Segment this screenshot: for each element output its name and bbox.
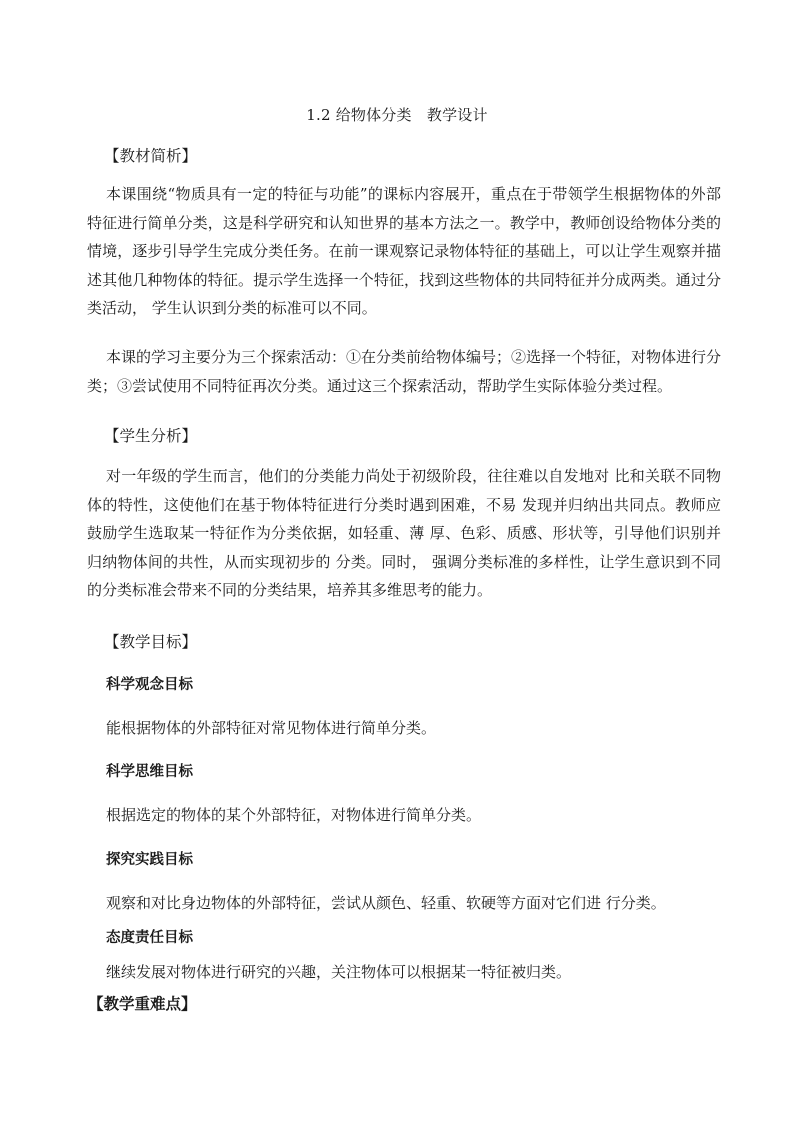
section-heading-textbook-analysis: 【教材简析】 xyxy=(104,147,198,165)
student-analysis-paragraph: 对一年级的学生而言，他们的分类能力尚处于初级阶段，往往难以自发地对 比和关联不同物体的特性，这使他们在基于物体特征进行分类时遇到困难，不易 发现并归纳出共同点。教师应鼓励学生选取某一特征作为分类依据，如轻重、薄 厚、色彩、质感、形状等，引导他们识别并归纳物体间的共性，从而实现初步的 分类。同时， 强调分类标准的多样性，让学生意识到不同的分类标准会带来不同的分类结果，培养其多维思考的能力。 xyxy=(87,467,721,599)
goal-label-inquiry-practice: 探究实践目标 xyxy=(106,851,193,868)
section-heading-teaching-goals: 【教学目标】 xyxy=(104,633,198,651)
goal-text-inquiry-practice: 观察和对比身边物体的外部特征，尝试从颜色、轻重、软硬等方面对它们进 行分类。 xyxy=(106,894,666,912)
goal-text-science-concept: 能根据物体的外部特征对常见物体进行简单分类。 xyxy=(106,719,437,737)
goal-label-science-concept: 科学观念目标 xyxy=(106,676,193,693)
goal-text-attitude-responsibility: 继续发展对物体进行研究的兴趣，关注物体可以根据某一特征被归类。 xyxy=(106,963,572,981)
textbook-analysis-paragraph-2: 本课的学习主要分为三个探索活动：①在分类前给物体编号；②选择一个特征，对物体进行分类；③尝试使用不同特征再次分类。通过这三个探索活动，帮助学生实际体验分类过程。 xyxy=(87,348,722,395)
section-heading-key-points: 【教学重难点】 xyxy=(88,994,197,1013)
goal-text-science-thinking: 根据选定的物体的某个外部特征，对物体进行简单分类。 xyxy=(106,806,482,824)
section-heading-student-analysis: 【学生分析】 xyxy=(104,427,198,445)
document-title: 1.2 给物体分类 教学设计 xyxy=(306,106,488,124)
goal-label-science-thinking: 科学思维目标 xyxy=(106,763,193,780)
textbook-analysis-paragraph-1: 本课围绕“物质具有一定的特征与功能”的课标内容展开，重点在于带领学生根据物体的外部特征进行简单分类，这是科学研究和认知世界的基本方法之一。教学中，教师创设给物体分类的情境，逐步引导学生完成分类任务。在前一课观察记录物体特征的基础上，可以让学生观察并描述其他几种物体的特征。提示学生选择一个特征，找到这些物体的共同特征并分成两类。通过分类活动， 学生认识到分类的标准可以不同。 xyxy=(87,185,721,317)
goal-label-attitude-responsibility: 态度责任目标 xyxy=(106,929,193,946)
